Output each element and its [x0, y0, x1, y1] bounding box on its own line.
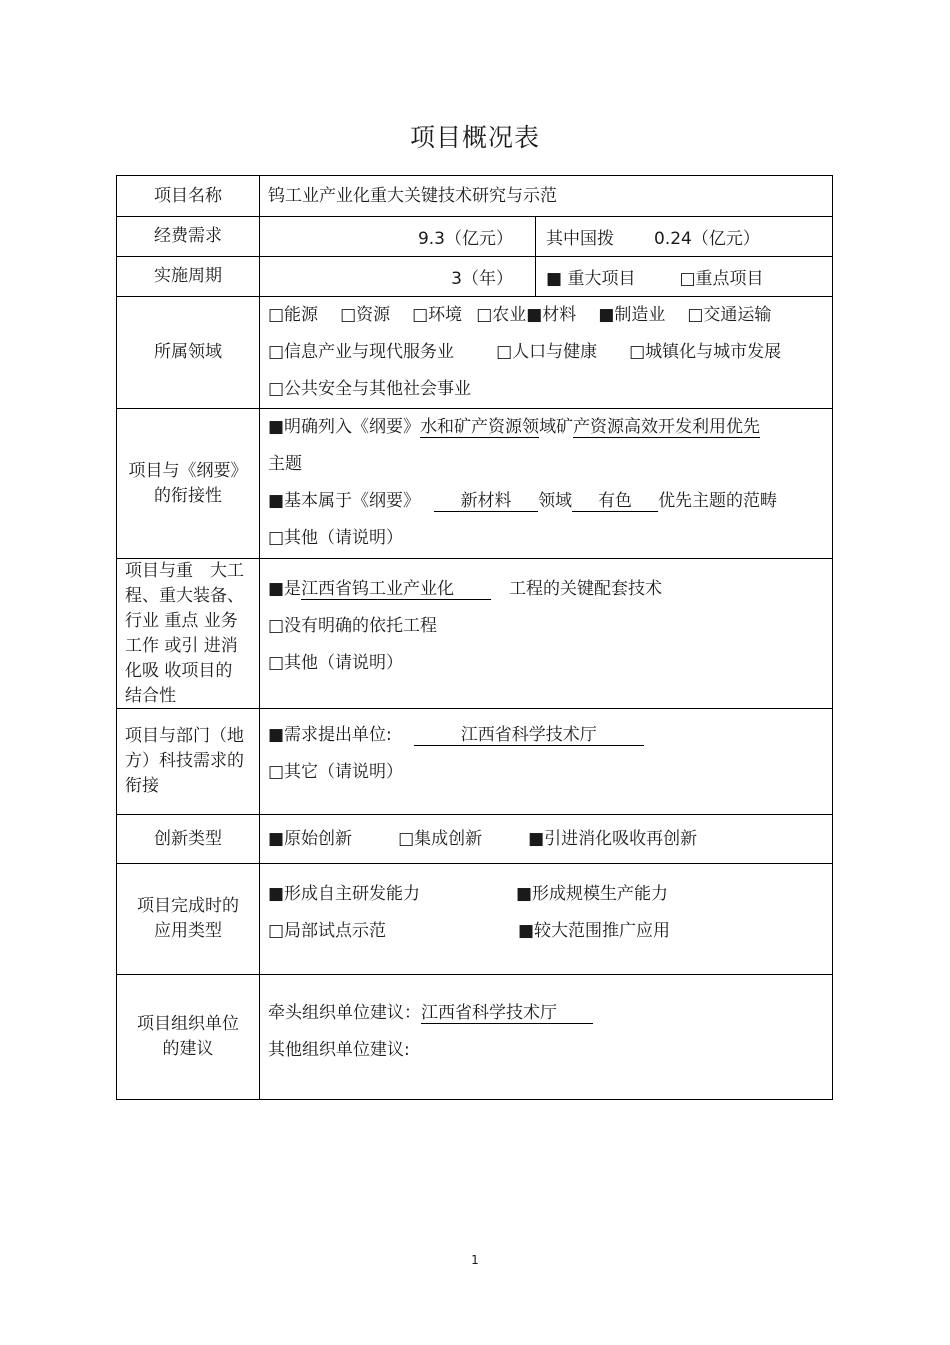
label-major-project-link: 项目与重 大工 程、重大装备、 行业 重点 业务 工作 或引 进消 化吸 收项目的 结合性 — [117, 559, 260, 708]
row-period — [117, 256, 832, 296]
checkbox-info-industry[interactable]: □信息产业与现代服务业 — [268, 342, 455, 362]
label-field: 所属领域 — [117, 297, 260, 408]
dept-line-1: ■需求提出单位: 江西省科学技术厅 — [268, 717, 824, 754]
checkbox-public-safety[interactable]: □公共安全与其他社会事业 — [268, 379, 472, 399]
row-major-project-link — [117, 558, 832, 708]
label-outline-link: 项目与《纲要》 的衔接性 — [117, 409, 260, 558]
state-funding-value[interactable]: 0.24（亿元） — [654, 229, 760, 249]
checkbox-original-innovation[interactable]: ■原始创新 — [268, 828, 353, 849]
checkbox-pilot-demo[interactable]: □局部试点示范 — [268, 921, 387, 941]
row-outline-link — [117, 408, 832, 558]
period-years-value[interactable]: 3（年） — [260, 257, 536, 296]
checkbox-integrated-innovation[interactable]: □集成创新 — [398, 828, 483, 849]
checkbox-rd-capability[interactable]: ■形成自主研发能力 — [268, 884, 421, 904]
outline-line-3: ■基本属于《纲要》 新材料 领域 有色 优先主题的范畴 — [268, 491, 778, 511]
label-dept-demand: 项目与部门（地 方）科技需求的 衔接 — [117, 709, 260, 814]
label-period: 实施周期 — [117, 257, 260, 296]
checkbox-wide-application[interactable]: ■较大范围推广应用 — [518, 921, 671, 941]
outline-line-1: ■明确列入《纲要》水和矿产资源领域矿产资源高效开发利用优先 — [268, 417, 761, 437]
major-line-3[interactable]: □其他（请说明） — [268, 653, 404, 673]
checkbox-reinnovation[interactable]: ■引进消化吸收再创新 — [528, 828, 698, 849]
checkbox-transport[interactable]: □交通运输 — [687, 305, 772, 325]
checkbox-resources[interactable]: □资源 — [340, 305, 391, 325]
checkbox-manufacturing[interactable]: ■制造业 — [598, 305, 666, 325]
label-project-name: 项目名称 — [117, 176, 260, 216]
org-line-1: 牵头组织单位建议：江西省科学技术厅 — [268, 995, 824, 1032]
checkbox-key-project[interactable]: □重点项目 — [679, 269, 764, 289]
org-line-2[interactable]: 其他组织单位建议: — [268, 1040, 410, 1060]
label-application-type: 项目完成时的 应用类型 — [117, 864, 260, 974]
label-funding: 经费需求 — [117, 217, 260, 256]
field-line-1 — [268, 303, 824, 327]
row-innovation — [117, 814, 832, 863]
page-number: 1 — [471, 1253, 479, 1267]
page-title: 项目概况表 — [409, 123, 540, 152]
row-field — [117, 296, 832, 408]
label-innovation: 创新类型 — [117, 815, 260, 863]
checkbox-materials[interactable]: ■材料 — [526, 305, 577, 325]
state-funding-label: 其中国拨 — [546, 229, 614, 249]
row-organization — [117, 974, 832, 1099]
outline-line-2: 主题 — [268, 454, 302, 474]
major-line-2[interactable]: □没有明确的依托工程 — [268, 616, 438, 636]
row-funding — [117, 216, 832, 256]
outline-line-4-other[interactable]: □其他（请说明） — [268, 528, 404, 548]
row-dept-demand — [117, 708, 832, 814]
row-application-type — [117, 863, 832, 974]
row-project-name — [117, 176, 832, 216]
checkbox-major-project[interactable]: ■ 重大项目 — [546, 269, 636, 289]
checkbox-energy[interactable]: □能源 — [268, 305, 319, 325]
checkbox-environment[interactable]: □环境 — [412, 305, 463, 325]
field-line-2 — [268, 340, 824, 364]
checkbox-agriculture[interactable]: □农业 — [476, 305, 527, 325]
checkbox-population-health[interactable]: □人口与健康 — [496, 342, 598, 362]
label-organization: 项目组织单位 的建议 — [117, 975, 260, 1099]
checkbox-production-capability[interactable]: ■形成规模生产能力 — [516, 884, 669, 904]
funding-total-value[interactable]: 9.3（亿元） — [260, 217, 536, 256]
project-name-value[interactable]: 钨工业产业化重大关键技术研究与示范 — [268, 185, 557, 206]
project-overview-table — [116, 175, 833, 1100]
dept-line-2[interactable]: □其它（请说明） — [268, 762, 404, 782]
major-line-1: ■是江西省钨工业产业化 工程的关键配套技术 — [268, 579, 663, 599]
checkbox-urbanization[interactable]: □城镇化与城市发展 — [629, 342, 782, 362]
